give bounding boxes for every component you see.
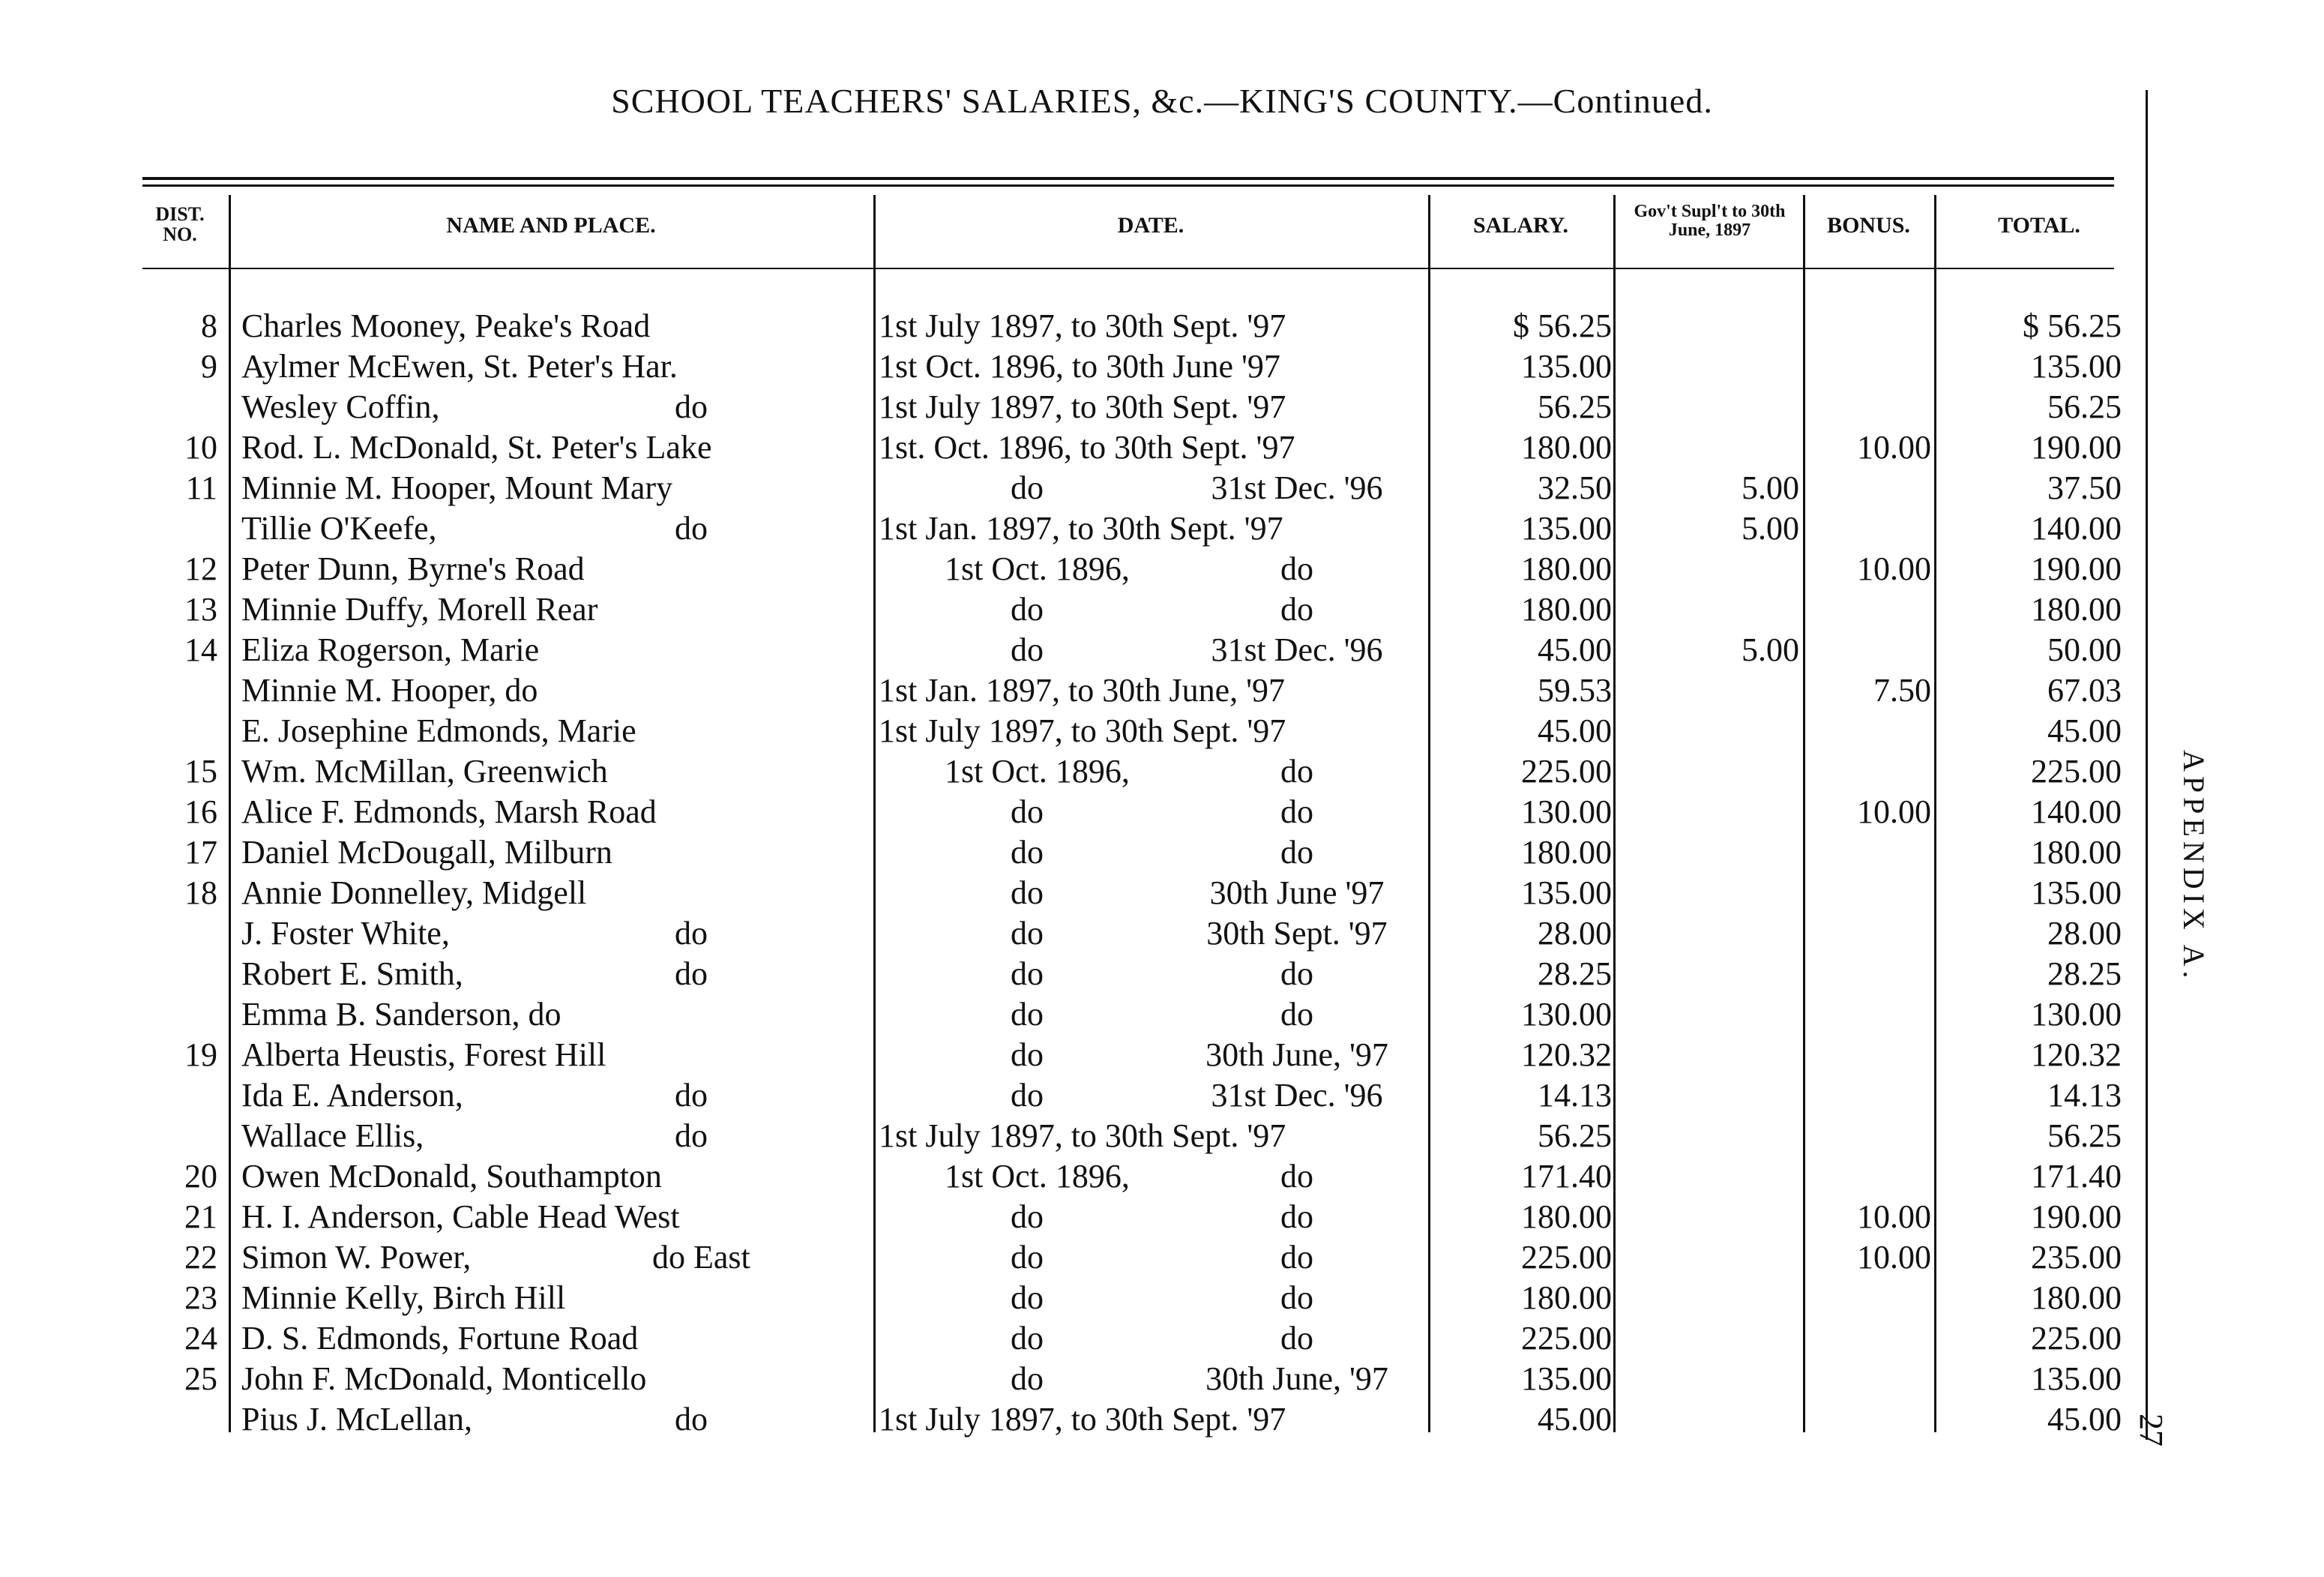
cell-bonus (1807, 1359, 1931, 1399)
cell-salary: 180.00 (1521, 429, 1612, 466)
cell-dist: 14 (184, 631, 217, 668)
cell-place (675, 711, 892, 751)
cell-salary: 180.00 (1521, 834, 1612, 871)
cell-date-from: 1st July 1897, to 30th Sept. '97 (879, 307, 1286, 344)
col-divider-gov (1803, 195, 1805, 1432)
cell-salary: 28.00 (1538, 915, 1612, 952)
cell-date-from: do (1011, 955, 1044, 992)
cell-bonus (1807, 751, 1931, 792)
cell-date-from: do (1011, 874, 1044, 911)
cell-salary: 135.00 (1521, 348, 1612, 385)
cell-dist: 22 (184, 1239, 217, 1276)
cell-gov (1619, 346, 1799, 387)
cell-name: Peter Dunn, Byrne's Road (241, 550, 585, 587)
cell-gov: 5.00 (1742, 631, 1799, 668)
cell-place (675, 306, 892, 346)
cell-date-to (1169, 508, 1424, 549)
cell-gov (1619, 1318, 1799, 1359)
cell-bonus (1807, 873, 1931, 913)
cell-date-to: do (1280, 793, 1313, 830)
cell-salary: 45.00 (1538, 712, 1612, 749)
cell-place: do (675, 510, 708, 547)
cell-salary: 45.00 (1538, 1401, 1612, 1438)
cell-bonus: 10.00 (1857, 1198, 1931, 1235)
cell-total: 45.00 (2047, 1401, 2122, 1438)
cell-total: 28.00 (2047, 915, 2122, 952)
cell-dist (172, 1116, 217, 1156)
cell-name: Emma B. Sanderson, do (241, 996, 562, 1033)
cell-dist (172, 670, 217, 711)
cell-salary: 45.00 (1538, 631, 1612, 668)
cell-gov (1619, 1116, 1799, 1156)
cell-name: Charles Mooney, Peake's Road (241, 307, 651, 344)
header-dist: DIST. NO. (155, 203, 205, 246)
cell-name: H. I. Anderson, Cable Head West (241, 1198, 680, 1235)
cell-salary: 225.00 (1521, 1239, 1612, 1276)
cell-dist: 10 (184, 429, 217, 466)
cell-salary: 135.00 (1521, 510, 1612, 547)
cell-gov (1619, 1075, 1799, 1116)
cell-dist: 24 (184, 1320, 217, 1357)
cell-total: 180.00 (2031, 1279, 2122, 1316)
cell-salary: 171.40 (1521, 1158, 1612, 1195)
cell-bonus (1807, 1278, 1931, 1318)
cell-bonus (1807, 954, 1931, 994)
cell-bonus: 10.00 (1857, 429, 1931, 466)
cell-name: Daniel McDougall, Milburn (241, 834, 612, 871)
cell-name: Wesley Coffin, (241, 388, 440, 425)
cell-bonus: 10.00 (1857, 793, 1931, 830)
cell-dist (172, 913, 217, 954)
cell-gov (1619, 751, 1799, 792)
cell-place (675, 751, 892, 792)
cell-date-from: do (1011, 631, 1044, 668)
cell-date-to (1169, 346, 1424, 387)
cell-date-to: 30th June '97 (1209, 874, 1385, 911)
cell-salary: $ 56.25 (1513, 307, 1612, 344)
cell-date-to (1169, 306, 1424, 346)
cell-name: Robert E. Smith, (241, 955, 463, 992)
page-right-border (2146, 90, 2148, 1440)
cell-dist (172, 387, 217, 427)
cell-bonus: 10.00 (1857, 1239, 1931, 1276)
cell-date-to: 31st Dec. '96 (1211, 631, 1383, 668)
cell-date-from: 1st July 1897, to 30th Sept. '97 (879, 1401, 1286, 1438)
cell-gov (1619, 832, 1799, 873)
cell-date-to: 31st Dec. '96 (1211, 1077, 1383, 1114)
header-date: DATE. (1117, 213, 1184, 238)
cell-salary: 180.00 (1521, 1198, 1612, 1235)
header-bonus: BONUS. (1827, 213, 1910, 238)
cell-gov (1619, 913, 1799, 954)
cell-place (675, 1035, 892, 1075)
cell-place (675, 1359, 892, 1399)
cell-place (675, 1278, 892, 1318)
header-name: NAME AND PLACE. (446, 213, 656, 238)
cell-salary: 130.00 (1521, 793, 1612, 830)
cell-place (675, 346, 892, 387)
cell-total: 120.32 (2031, 1036, 2122, 1073)
cell-bonus: 10.00 (1857, 550, 1931, 587)
cell-place (675, 427, 892, 468)
cell-gov (1619, 427, 1799, 468)
cell-date-from: 1st July 1897, to 30th Sept. '97 (879, 1117, 1286, 1154)
cell-dist (172, 994, 217, 1035)
cell-total: 190.00 (2031, 429, 2122, 466)
cell-date-to: 30th Sept. '97 (1206, 915, 1388, 952)
cell-date-from: 1st. Oct. 1896, to 30th Sept. '97 (879, 429, 1295, 466)
cell-bonus (1807, 1116, 1931, 1156)
cell-place (675, 1197, 892, 1237)
header-rule-bottom (142, 184, 2114, 187)
cell-place: do (675, 1401, 708, 1438)
cell-salary: 56.25 (1538, 1117, 1612, 1154)
cell-date-from: 1st July 1897, to 30th Sept. '97 (879, 712, 1286, 749)
cell-date-to: do (1280, 996, 1313, 1033)
cell-name: Minnie M. Hooper, do (241, 672, 538, 709)
cell-gov (1619, 387, 1799, 427)
cell-bonus (1807, 1075, 1931, 1116)
cell-total: 28.25 (2047, 955, 2122, 992)
cell-date-to: 31st Dec. '96 (1211, 469, 1383, 506)
col-divider-salary (1613, 195, 1616, 1432)
cell-total: 37.50 (2047, 469, 2122, 506)
cell-date-to (1169, 711, 1424, 751)
cell-gov (1619, 549, 1799, 589)
cell-place (675, 468, 892, 508)
cell-gov (1619, 873, 1799, 913)
cell-date-to: do (1280, 1320, 1313, 1357)
cell-name: Eliza Rogerson, Marie (241, 631, 540, 668)
cell-date-from: 1st Oct. 1896, (945, 753, 1130, 790)
cell-date-to (1169, 427, 1424, 468)
cell-salary: 32.50 (1538, 469, 1612, 506)
cell-dist (172, 508, 217, 549)
cell-name: Minnie Duffy, Morell Rear (241, 591, 598, 628)
cell-name: E. Josephine Edmonds, Marie (241, 712, 636, 749)
cell-total: 56.25 (2047, 388, 2122, 425)
cell-dist: 9 (201, 348, 217, 385)
cell-gov (1619, 1035, 1799, 1075)
cell-place: do (675, 1077, 708, 1114)
cell-place (675, 792, 892, 832)
cell-date-from: do (1011, 1077, 1044, 1114)
cell-bonus (1807, 630, 1931, 670)
cell-date-to: do (1280, 550, 1313, 587)
cell-bonus (1807, 306, 1931, 346)
cell-date-from: do (1011, 591, 1044, 628)
page-title: SCHOOL TEACHERS' SALARIES, &c.—KING'S COUNTY.—Continued. (611, 82, 1713, 120)
cell-date-from: do (1011, 996, 1044, 1033)
cell-salary: 56.25 (1538, 388, 1612, 425)
cell-salary: 28.25 (1538, 955, 1612, 992)
cell-place: do (675, 915, 708, 952)
cell-gov (1619, 1278, 1799, 1318)
cell-bonus (1807, 913, 1931, 954)
cell-dist: 20 (184, 1158, 217, 1195)
cell-gov (1619, 306, 1799, 346)
cell-total: 190.00 (2031, 1198, 2122, 1235)
cell-total: 140.00 (2031, 510, 2122, 547)
cell-date-from: 1st Oct. 1896, (945, 550, 1130, 587)
cell-total: 56.25 (2047, 1117, 2122, 1154)
cell-name: Pius J. McLellan, (241, 1401, 472, 1438)
appendix-label: APPENDIX A. (2177, 750, 2211, 983)
cell-place (675, 589, 892, 630)
cell-name: Minnie Kelly, Birch Hill (241, 1279, 566, 1316)
cell-dist: 15 (184, 753, 217, 790)
cell-bonus (1807, 387, 1931, 427)
cell-date-from: do (1011, 834, 1044, 871)
cell-bonus (1807, 589, 1931, 630)
cell-salary: 180.00 (1521, 591, 1612, 628)
column-header-rule (142, 268, 2114, 269)
cell-name: Alberta Heustis, Forest Hill (241, 1036, 606, 1073)
page-number: 27 (2133, 1414, 2170, 1447)
cell-dist: 18 (184, 874, 217, 911)
cell-gov (1619, 954, 1799, 994)
cell-gov (1619, 1237, 1799, 1278)
cell-name: Rod. L. McDonald, St. Peter's Lake (241, 429, 712, 466)
cell-total: 180.00 (2031, 834, 2122, 871)
cell-place (675, 873, 892, 913)
cell-dist: 23 (184, 1279, 217, 1316)
cell-bonus (1807, 346, 1931, 387)
cell-name: John F. McDonald, Monticello (241, 1360, 647, 1397)
cell-bonus (1807, 994, 1931, 1035)
cell-date-from: do (1011, 915, 1044, 952)
col-divider-bonus (1934, 195, 1936, 1432)
cell-dist: 16 (184, 793, 217, 830)
cell-salary: 14.13 (1538, 1077, 1612, 1114)
header-rule-top (142, 177, 2114, 180)
cell-bonus (1807, 508, 1931, 549)
cell-bonus (1807, 1035, 1931, 1075)
cell-salary: 120.32 (1521, 1036, 1612, 1073)
cell-name: Owen McDonald, Southampton (241, 1158, 662, 1195)
cell-name: Minnie M. Hooper, Mount Mary (241, 469, 673, 506)
cell-total: 171.40 (2031, 1158, 2122, 1195)
cell-dist: 17 (184, 834, 217, 871)
header-gov: Gov't Supl't to 30th June, 1897 (1634, 202, 1786, 241)
cell-date-to: do (1280, 834, 1313, 871)
cell-date-to (1169, 1116, 1424, 1156)
cell-total: 225.00 (2031, 1320, 2122, 1357)
cell-total: 135.00 (2031, 1360, 2122, 1397)
cell-place (675, 1318, 892, 1359)
cell-total: 14.13 (2047, 1077, 2122, 1114)
cell-bonus (1807, 711, 1931, 751)
cell-dist: 21 (184, 1198, 217, 1235)
cell-place: do East (652, 1239, 750, 1276)
cell-salary: 180.00 (1521, 1279, 1612, 1316)
cell-date-to: do (1280, 591, 1313, 628)
cell-place (675, 994, 892, 1035)
cell-bonus (1807, 1399, 1931, 1440)
cell-total: 130.00 (2031, 996, 2122, 1033)
cell-place: do (675, 1117, 708, 1154)
cell-date-to: do (1280, 753, 1313, 790)
cell-place (675, 1156, 892, 1197)
cell-name: Aylmer McEwen, St. Peter's Har. (241, 348, 678, 385)
cell-total: 180.00 (2031, 591, 2122, 628)
cell-bonus (1807, 1318, 1931, 1359)
cell-place (675, 832, 892, 873)
cell-date-from: do (1011, 793, 1044, 830)
cell-place (675, 549, 892, 589)
cell-name: Tillie O'Keefe, (241, 510, 437, 547)
cell-date-from: 1st July 1897, to 30th Sept. '97 (879, 388, 1286, 425)
col-divider-dist (229, 195, 231, 1432)
cell-total: 225.00 (2031, 753, 2122, 790)
cell-date-from: do (1011, 469, 1044, 506)
cell-gov (1619, 1156, 1799, 1197)
cell-salary: 225.00 (1521, 1320, 1612, 1357)
cell-date-from: 1st Jan. 1897, to 30th June, '97 (879, 672, 1286, 709)
cell-date-from: do (1011, 1036, 1044, 1073)
cell-salary: 135.00 (1521, 874, 1612, 911)
cell-bonus: 7.50 (1873, 672, 1931, 709)
cell-total: 45.00 (2047, 712, 2122, 749)
cell-date-from: 1st Oct. 1896, to 30th June '97 (879, 348, 1280, 385)
cell-dist: 25 (184, 1360, 217, 1397)
cell-date-to (1169, 1399, 1424, 1440)
cell-date-from: do (1011, 1239, 1044, 1276)
cell-date-to: do (1280, 1279, 1313, 1316)
cell-place (675, 630, 892, 670)
cell-gov (1619, 792, 1799, 832)
cell-date-to: do (1280, 1158, 1313, 1195)
col-divider-date (1428, 195, 1430, 1432)
cell-gov: 5.00 (1742, 510, 1799, 547)
cell-gov (1619, 711, 1799, 751)
cell-name: Alice F. Edmonds, Marsh Road (241, 793, 657, 830)
cell-gov (1619, 994, 1799, 1035)
cell-date-from: do (1011, 1279, 1044, 1316)
cell-salary: 59.53 (1538, 672, 1612, 709)
cell-date-from: 1st Jan. 1897, to 30th Sept. '97 (879, 510, 1283, 547)
cell-dist (172, 1075, 217, 1116)
cell-date-to (1169, 387, 1424, 427)
cell-place (675, 670, 892, 711)
cell-name: D. S. Edmonds, Fortune Road (241, 1320, 639, 1357)
cell-date-from: do (1011, 1198, 1044, 1235)
cell-dist (172, 711, 217, 751)
cell-dist: 13 (184, 591, 217, 628)
cell-bonus (1807, 468, 1931, 508)
cell-gov (1619, 1399, 1799, 1440)
cell-name: Wm. McMillan, Greenwich (241, 753, 608, 790)
cell-dist: 11 (185, 469, 217, 506)
cell-date-to: do (1280, 1239, 1313, 1276)
cell-date-from: do (1011, 1360, 1044, 1397)
cell-dist: 19 (184, 1036, 217, 1073)
cell-date-to (1169, 670, 1424, 711)
cell-total: 50.00 (2047, 631, 2122, 668)
cell-salary: 135.00 (1521, 1360, 1612, 1397)
cell-total: 135.00 (2031, 348, 2122, 385)
cell-name: Ida E. Anderson, (241, 1077, 463, 1114)
cell-date-to: 30th June, '97 (1205, 1360, 1388, 1397)
cell-total: 67.03 (2047, 672, 2122, 709)
cell-gov (1619, 1197, 1799, 1237)
cell-gov (1619, 1359, 1799, 1399)
cell-dist: 8 (201, 307, 217, 344)
cell-total: $ 56.25 (2023, 307, 2122, 344)
cell-place: do (675, 955, 708, 992)
cell-total: 235.00 (2031, 1239, 2122, 1276)
cell-name: Wallace Ellis, (241, 1117, 424, 1154)
cell-date-to: do (1280, 1198, 1313, 1235)
cell-dist (172, 954, 217, 994)
cell-total: 140.00 (2031, 793, 2122, 830)
header-total: TOTAL. (1998, 213, 2080, 238)
cell-salary: 180.00 (1521, 550, 1612, 587)
cell-gov (1619, 589, 1799, 630)
cell-name: Simon W. Power, (241, 1239, 472, 1276)
cell-date-to: do (1280, 955, 1313, 992)
cell-place: do (675, 388, 708, 425)
cell-total: 135.00 (2031, 874, 2122, 911)
cell-name: Annie Donnelley, Midgell (241, 874, 587, 911)
cell-gov (1619, 670, 1799, 711)
cell-bonus (1807, 832, 1931, 873)
cell-bonus (1807, 1156, 1931, 1197)
cell-salary: 225.00 (1521, 753, 1612, 790)
cell-date-from: 1st Oct. 1896, (945, 1158, 1130, 1195)
cell-salary: 130.00 (1521, 996, 1612, 1033)
cell-dist: 12 (184, 550, 217, 587)
cell-gov: 5.00 (1742, 469, 1799, 506)
header-salary: SALARY. (1472, 213, 1569, 238)
cell-date-to: 30th June, '97 (1205, 1036, 1388, 1073)
cell-name: J. Foster White, (241, 915, 450, 952)
cell-dist (172, 1399, 217, 1440)
cell-total: 190.00 (2031, 550, 2122, 587)
cell-date-from: do (1011, 1320, 1044, 1357)
